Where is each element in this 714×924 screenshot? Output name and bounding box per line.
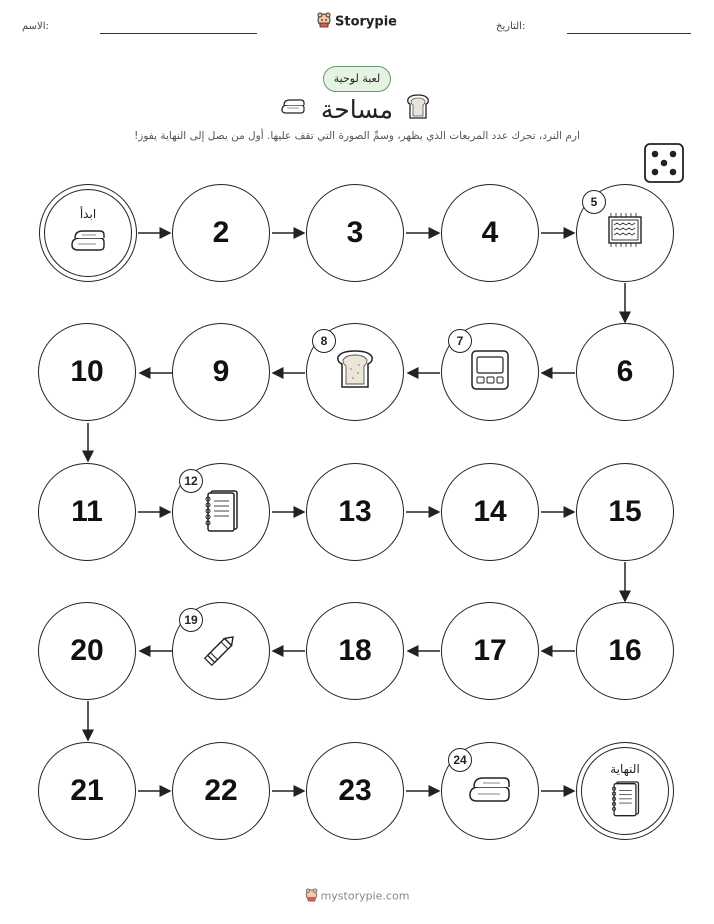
folded-towels-icon: [466, 771, 514, 811]
finish-label: النهاية: [610, 761, 640, 776]
square-number-badge: 5: [582, 190, 606, 214]
brand-name: Storypie: [335, 14, 397, 30]
board-square-4: 4: [441, 184, 539, 282]
toast-icon: [335, 349, 375, 395]
board-square-2: 2: [172, 184, 270, 282]
square-number-badge: 7: [448, 329, 472, 353]
board-square-9: 9: [172, 323, 270, 421]
folded-towels-icon: [68, 225, 108, 259]
board-square-16: 16: [576, 602, 674, 700]
board-square-18: 18: [306, 602, 404, 700]
board-square-23: 23: [306, 742, 404, 840]
microwave-icon: [469, 348, 511, 396]
board-square-20: 20: [38, 602, 136, 700]
footer: [0, 888, 714, 905]
start-label: ابدأ: [79, 207, 97, 221]
board-square-14: 14: [441, 463, 539, 561]
board-square-15: 15: [576, 463, 674, 561]
board-square-6: 6: [576, 323, 674, 421]
rug-icon: [603, 213, 647, 253]
square-number-badge: 24: [448, 748, 472, 772]
crayon-icon: [199, 627, 243, 675]
board-square-22: 22: [172, 742, 270, 840]
square-number-badge: 8: [312, 329, 336, 353]
board-square-3: 3: [306, 184, 404, 282]
board-square-13: 13: [306, 463, 404, 561]
page-title: مساحة: [320, 95, 394, 124]
start-space: [39, 184, 137, 282]
notebook-icon: [609, 779, 641, 821]
finish-space: [576, 742, 674, 840]
name-label: الاسم:: [22, 21, 49, 32]
board-square-17: 17: [441, 602, 539, 700]
board-square-21: 21: [38, 742, 136, 840]
square-number-badge: 19: [179, 608, 203, 632]
game-type-badge: لعبة لوحية: [323, 66, 391, 92]
storypie-logo-icon: [305, 888, 318, 905]
notebook-icon: [202, 488, 240, 536]
board-square-11: 11: [38, 463, 136, 561]
instructions: ارم النرد، تحرك عدد المربعات الذي يظهر، وسمِّ الصورة التي تقف عليها. أول من يصل إلى النهاية يفوز!: [134, 130, 580, 142]
square-number-badge: 12: [179, 469, 203, 493]
footer-url[interactable]: mystorypie.com: [320, 889, 410, 903]
date-label: التاريخ:: [496, 21, 526, 32]
board-square-10: 10: [38, 323, 136, 421]
